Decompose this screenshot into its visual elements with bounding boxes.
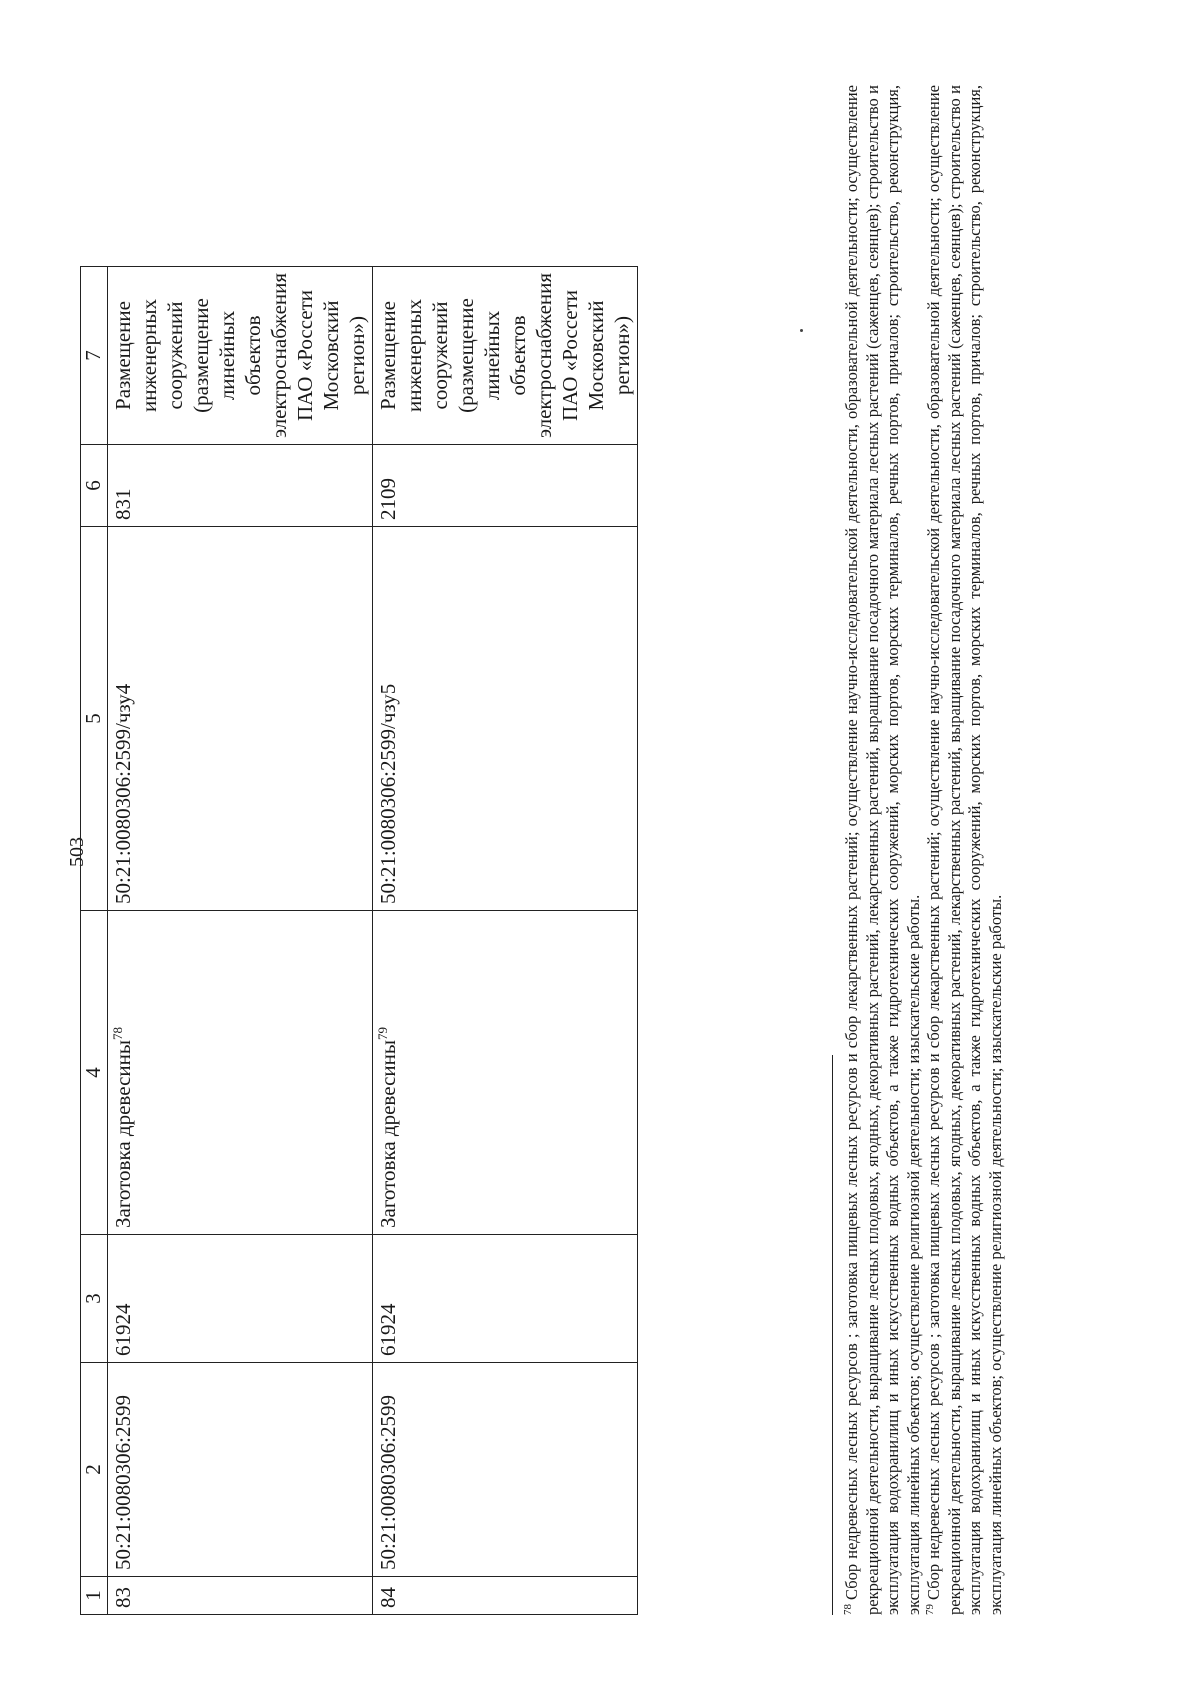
sub-plot-number-cell: 50:21:0080306:2599/чзу4 — [108, 527, 373, 911]
footnote-separator — [832, 1055, 833, 1615]
usage-type-text: Заготовка древесины — [111, 1040, 135, 1228]
purpose-cell: Размещение инженерных сооружений (размещение линейных объектов электроснабжения ПАО «Россети Московский регион») — [108, 266, 373, 444]
scan-speck — [800, 329, 803, 332]
usage-type-cell — [108, 911, 373, 1235]
purpose-cell: Размещение инженерных сооружений (размещение линейных объектов электроснабжения ПАО «Россети Московский регион») — [373, 266, 638, 444]
row-number-cell: 84 — [373, 1577, 638, 1615]
footnote-text: Сбор недревесных лесных ресурсов ; заготовка пищевых лесных ресурсов и сбор лекарственных растений; осуществление научно-исследовательской деятельности, образовательной деятельности; осуществление рекреационной деятельности, выращивание лесных плодовых, ягодных, декоративных растений, лекарственных растений, выращивание посадочного материала лесных растений (саженцев, сеянцев); строительство и эксплуатация водохранилищ и иных искусственных водных объектов, а также гидротехнических сооружений, морских портов, морских терминалов, речных портов, причалов; строительство, реконструкция, эксплуатация линейных объектов; осуществление религиозной деятельности; изыскательские работы. — [842, 85, 923, 1615]
table-header-cell: 7 — [81, 266, 108, 444]
table-header-cell: 5 — [81, 527, 108, 911]
footnote-reference: 79 — [375, 1027, 390, 1041]
footnote-79 — [924, 85, 1006, 1615]
cadastral-number-cell: 50:21:0080306:2599 — [373, 1363, 638, 1577]
table-header-row — [81, 266, 108, 1614]
footnote-78 — [842, 85, 924, 1615]
table-row — [108, 266, 373, 1614]
usage-type-cell — [373, 911, 638, 1235]
footnote-marker: 79 — [923, 1604, 936, 1615]
sub-plot-number-cell: 50:21:0080306:2599/чзу5 — [373, 527, 638, 911]
footnote-reference: 78 — [110, 1027, 125, 1041]
table-header-cell: 2 — [81, 1363, 108, 1577]
land-plot-table — [80, 266, 638, 1615]
usage-type-text: Заготовка древесины — [376, 1040, 400, 1228]
table-row — [373, 266, 638, 1614]
footnote-text: Сбор недревесных лесных ресурсов ; заготовка пищевых лесных ресурсов и сбор лекарственных растений; осуществление научно-исследовательской деятельности, образовательной деятельности; осуществление рекреационной деятельности, выращивание лесных плодовых, ягодных, декоративных растений, лекарственных растений, выращивание посадочного материала лесных растений (саженцев, сеянцев); строительство и эксплуатация водохранилищ и иных искусственных водных объектов, а также гидротехнических сооружений, морских портов, морских терминалов, речных портов, причалов; строительство, реконструкция, эксплуатация линейных объектов; осуществление религиозной деятельности; изыскательские работы. — [924, 85, 1005, 1615]
area-cell: 61924 — [373, 1235, 638, 1363]
cadastral-number-cell: 50:21:0080306:2599 — [108, 1363, 373, 1577]
footnote-marker: 78 — [841, 1604, 854, 1615]
sub-plot-area-cell: 2109 — [373, 445, 638, 527]
table-header-cell: 3 — [81, 1235, 108, 1363]
row-number-cell: 83 — [108, 1577, 373, 1615]
sub-plot-area-cell: 831 — [108, 445, 373, 527]
footnotes-section — [842, 85, 1006, 1615]
area-cell: 61924 — [108, 1235, 373, 1363]
table-header-cell: 1 — [81, 1577, 108, 1615]
page-number: 503 — [66, 837, 88, 867]
table-header-cell: 4 — [81, 911, 108, 1235]
table-header-cell: 6 — [81, 445, 108, 527]
